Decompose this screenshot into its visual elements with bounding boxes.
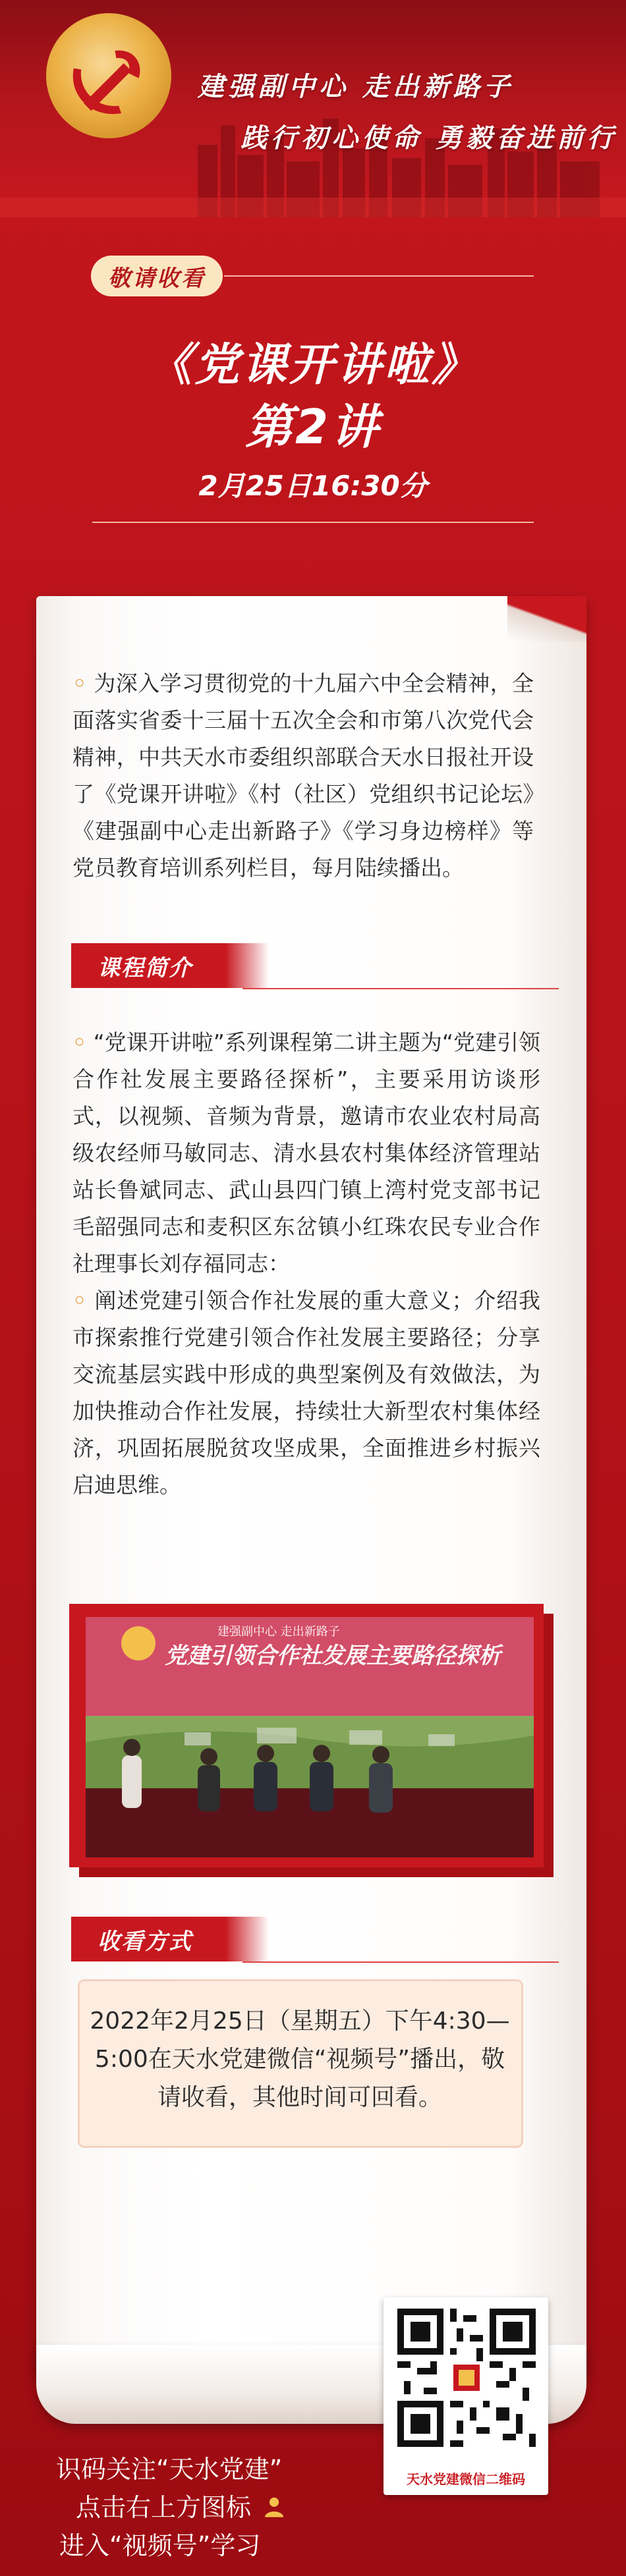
intro-text: 为深入学习贯彻党的十九届六中全会精神，全面落实省委十三届十五次全会和市第八次党代会精神，中共天水市委组织部联合天水日报社开设了《党课开讲啦》《村（社区）党组织书记论坛》《建强副中心走出新路子》《学习身边榜样》等党员教育培训系列栏目，每月陆续播出。 xyxy=(72,671,534,881)
footer-line-3: 进入“视频号”学习 xyxy=(59,2531,261,2560)
course-text-2: 阐述党建引领合作社发展的重大意义；介绍我市探索推行党建引领合作社发展主要路径；分享交流基层实践中形成的典型案例及有效做法，为加快推动合作社发展，持续壮大新型农村集体经济，巩固拓展脱贫攻坚成果，全面推进乡村振兴启迪思维。 xyxy=(72,1288,541,1498)
paper-fold-corner xyxy=(507,596,586,642)
header-banner xyxy=(0,0,626,217)
interview-photo xyxy=(86,1617,534,1857)
broadcast-datetime: 2月25日16:30分 xyxy=(198,470,428,502)
course-paragraph-2 xyxy=(72,1282,540,1504)
course-text-1: “党课开讲啦”系列课程第二讲主题为“党建引领合作社发展主要路径探析”，主要采用访谈形式，以视频、音频为背景，邀请市农业农村局高级农经师马敏同志、清水县农村集体经济管理站站长鲁斌同志、武山县四门镇上湾村党支部书记毛韶强同志和麦积区东岔镇小红珠农民专业合作社理事长刘存福同志： xyxy=(72,1029,540,1276)
qr-caption: 天水党建微信二维码 xyxy=(407,2471,525,2487)
invite-badge: 敬请收看 xyxy=(91,256,223,296)
section-underline xyxy=(242,988,559,989)
party-emblem-icon xyxy=(46,13,171,138)
bullet-icon: ◦ xyxy=(72,671,87,696)
photo-banner-small: 建强副中心 走出新路子 xyxy=(217,1625,340,1639)
section-label-course: 课程简介 xyxy=(71,943,269,988)
footer-line-2-text: 点击右上方图标 xyxy=(76,2493,252,2522)
footer-line-2 xyxy=(76,2488,285,2529)
watch-info-text: 2022年2月25日（星期五）下午4:30—5:00在天水党建微信“视频号”播出，敬请收看，其他时间可回看。 xyxy=(90,2008,510,2111)
intro-paragraph xyxy=(72,665,534,887)
course-paragraph-1 xyxy=(72,1024,540,1282)
slogan-line-1: 建强副中心 走出新路子 xyxy=(198,72,514,102)
divider-line xyxy=(92,522,534,523)
qr-code-image[interactable] xyxy=(397,2309,536,2447)
lecture-number: 第2讲 xyxy=(244,399,382,454)
page-title: 《党课开讲啦》 xyxy=(146,339,479,391)
bullet-icon: ◦ xyxy=(72,1288,87,1313)
photo-banner-title: 党建引领合作社发展主要路径探析 xyxy=(165,1643,501,1669)
footer-line-1: 识码关注“天水党建” xyxy=(56,2455,283,2484)
person-icon xyxy=(263,2490,285,2529)
slogan-line-2: 践行初心使命 勇毅奋进前行 xyxy=(241,123,617,153)
section-label-watch: 收看方式 xyxy=(71,1917,269,1961)
divider-line xyxy=(224,275,534,277)
bullet-icon: ◦ xyxy=(72,1029,87,1055)
section-underline xyxy=(242,1961,559,1963)
course-paragraphs xyxy=(72,1024,540,1504)
